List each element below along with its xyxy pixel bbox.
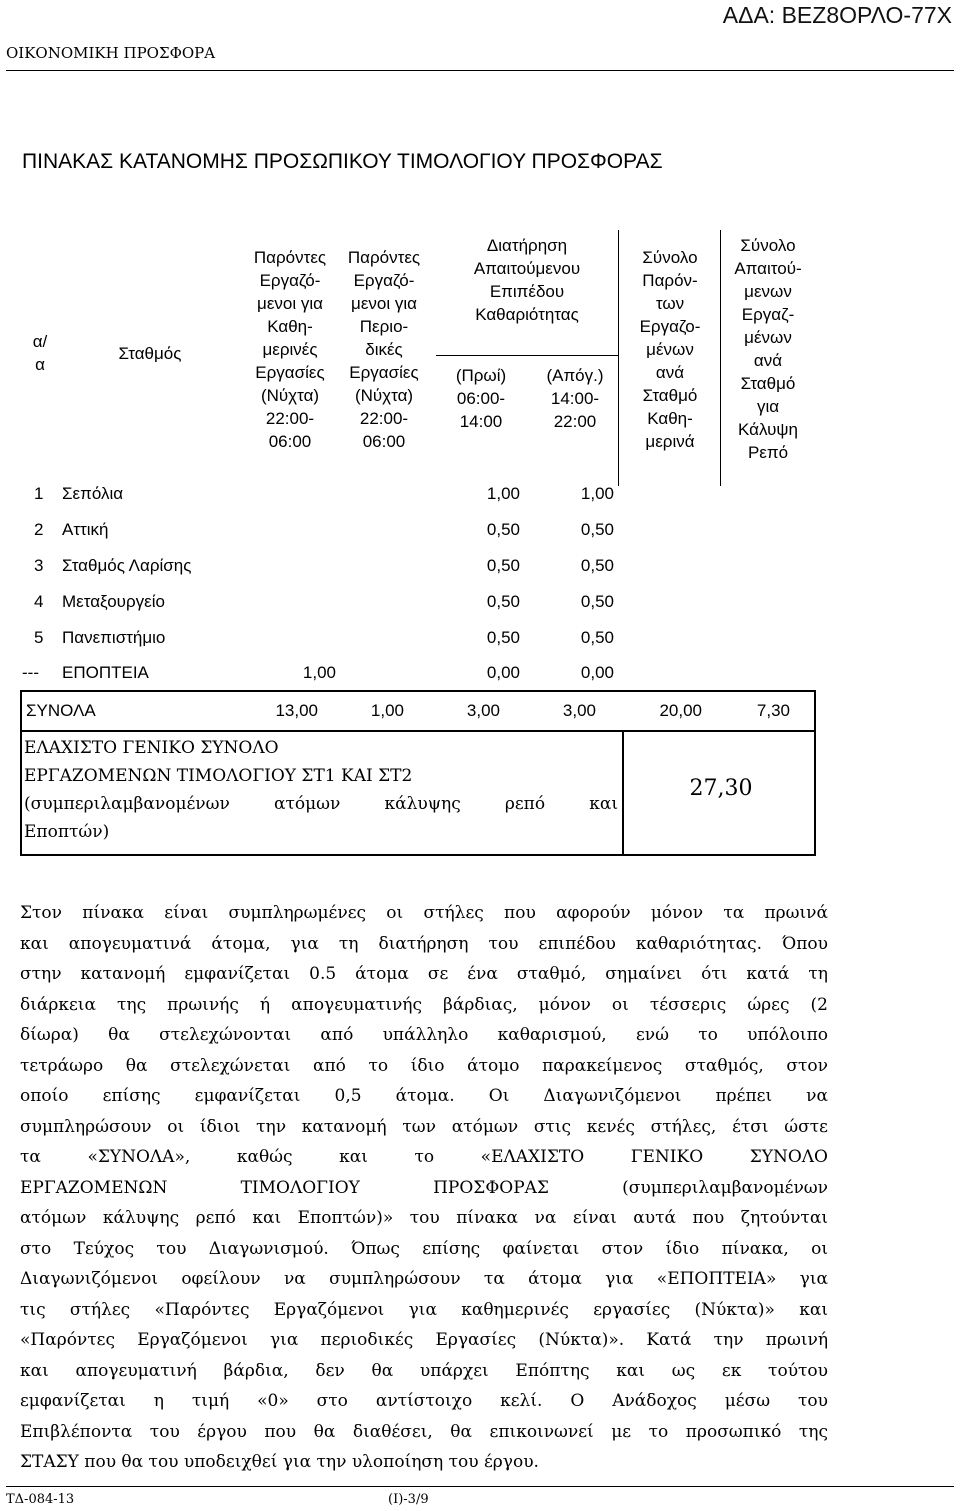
grand-total-label-line: Εποπτών) (24, 822, 110, 842)
paragraph-line: ΣΤΑΣΥ που θα του υποδειχθεί για την υλοποίηση του έργου. (20, 1452, 539, 1472)
explanatory-paragraph (20, 898, 828, 1478)
row-number: 2 (34, 520, 44, 539)
paragraph-line: τα «ΣΥΝΟΛΑ», καθώς και το «ΕΛΑΧΙΣΤΟ ΓΕΝΙΚΟ ΣΥΝΟΛΟ (20, 1147, 828, 1167)
row-morning: 0,50 (486, 592, 520, 611)
row-morning: 1,00 (486, 484, 520, 503)
ada-code: ΑΔΑ: ΒΕΖ8ΟΡΛΟ-77Χ (722, 2, 952, 28)
totals-row (20, 690, 816, 732)
footer-rule (6, 1486, 954, 1487)
table-row (20, 655, 800, 691)
header-station: Σταθμός (118, 344, 182, 363)
row-afternoon: 0,50 (580, 628, 614, 647)
row-afternoon: 0,50 (580, 592, 614, 611)
header-divider (720, 230, 721, 486)
row-number: 3 (34, 556, 44, 575)
totals-afternoon: 3,00 (562, 701, 596, 720)
paragraph-line: τετράωρο θα στελεχώνεται από το ίδιο άτομο παρακείμενος σταθμός, στον (20, 1055, 828, 1076)
header-maintenance: Διατήρηση Απαιτούμενου Επιπέδου Καθαριότητας (473, 236, 581, 324)
footer-page-number: (Ι)-3/9 (388, 1492, 429, 1507)
row-number: 1 (34, 484, 44, 503)
grand-total-label-line: ΕΡΓΑΖΟΜΕΝΩΝ ΤΙΜΟΛΟΓΙΟΥ ΣΤ1 ΚΑΙ ΣΤ2 (24, 766, 413, 786)
grand-total-label-line: ΕΛΑΧΙΣΤΟ ΓΕΝΙΚΟ ΣΥΝΟΛΟ (24, 738, 279, 758)
grand-total-label (24, 734, 618, 846)
row-station: Σεπόλια (62, 484, 124, 503)
paragraph-line: «Παρόντες Εργαζόμενοι για περιοδικές Εργασίες (Νύκτα)». Κατά την πρωινή (20, 1330, 828, 1350)
grand-total-label-line: (συμπεριλαμβανομένων ατόμων κάλυψης ρεπό και (24, 794, 618, 814)
paragraph-line: δίωρα) θα στελεχώνονται από υπάλληλο καθαρισμού, ενώ το υπόλοιπο (20, 1025, 828, 1045)
paragraph-line: εμφανίζεται η τιμή «0» στο αντίστοιχο κελί. Ο Ανάδοχος μέσω του (20, 1391, 828, 1411)
header-morning: (Πρωί) 06:00- 14:00 (455, 366, 507, 431)
header-daily-night: Παρόντες Εργαζό- μενοι για Καθη- μερινές Εργασίες (Νύχτα) 22:00- 06:00 (253, 248, 327, 451)
paragraph-line: και απογευματινά άτομα, για τη διατήρηση του επιπέδου καθαριότητας. Όπου (20, 933, 828, 954)
table-row (20, 584, 800, 620)
totals-periodic: 1,00 (370, 701, 404, 720)
document-header: ΟΙΚΟΝΟΜΙΚΗ ΠΡΟΣΦΟΡΑ (6, 44, 216, 62)
row-station: Αττική (62, 520, 109, 539)
totals-label: ΣΥΝΟΛΑ (26, 701, 96, 720)
row-morning: 0,50 (486, 520, 520, 539)
row-morning: 0,00 (486, 663, 520, 682)
row-daily: 1,00 (302, 663, 336, 682)
header-sub-rule (436, 355, 618, 356)
header-afternoon: (Απόγ.) 14:00- 22:00 (546, 366, 604, 431)
totals-total-daily: 20,00 (659, 701, 702, 720)
paragraph-line: Επιβλέποντα του έργου που θα διαθέσει, θα επικοινωνεί με το προσωπικό της (20, 1421, 828, 1442)
grand-total-box (20, 732, 816, 856)
page-title: ΠΙΝΑΚΑΣ ΚΑΤΑΝΟΜΗΣ ΠΡΟΣΩΠΙΚΟΥ ΤΙΜΟΛΟΓΙΟΥ ΠΡΟΣΦΟΡΑΣ (22, 150, 663, 173)
paragraph-line: Στον πίνακα είναι συμπληρωμένες οι στήλες που αφορούν μόνον τα πρωινά (20, 903, 828, 923)
row-afternoon: 1,00 (580, 484, 614, 503)
header-aa: α/ α (32, 332, 48, 374)
table-row (20, 512, 800, 548)
paragraph-line: Διαγωνιζόμενοι οφείλουν να συμπληρώσουν τα άτομα για «ΕΠΟΠΤΕΙΑ» για (20, 1269, 828, 1289)
header-total-required: Σύνολο Απαιτού- μενων Εργαζ- μένων ανά Σταθμό για Κάλυψη Ρεπό (734, 236, 802, 462)
totals-daily: 13,00 (275, 701, 318, 720)
header-periodic-night: Παρόντες Εργαζό- μενοι για Περιο- δικές Εργασίες (Νύχτα) 22:00- 06:00 (347, 248, 421, 451)
totals-morning: 3,00 (466, 701, 500, 720)
header-total-daily: Σύνολο Παρόν- των Εργαζο- μένων ανά Σταθμό Καθη- μερινά (639, 248, 701, 451)
paragraph-line: διάρκεια της πρωινής ή απογευματινής βάρδιας, μόνον οι τέσσερις ώρες (2 (20, 994, 828, 1015)
paragraph-line: τις στήλες «Παρόντες Εργαζόμενοι για καθημερινές εργασίες (Νύκτα)» και (20, 1299, 828, 1320)
footer-doc-code: ΤΔ-084-13 (6, 1492, 75, 1507)
totals-total-required: 7,30 (756, 701, 790, 720)
row-station: Πανεπιστήμιο (62, 628, 166, 647)
paragraph-line: συμπληρώσουν οι ίδιοι την κατανομή των ατόμων στις κενές στήλες, έτσι ώστε (20, 1116, 828, 1137)
row-station: Σταθμός Λαρίσης (62, 556, 192, 575)
paragraph-line: στο Τεύχος του Διαγωνισμού. Όπως επίσης φαίνεται στον ίδιο πίνακα, οι (20, 1238, 828, 1259)
row-afternoon: 0,50 (580, 556, 614, 575)
paragraph-line: και απογευματινή βάρδια, δεν θα υπάρχει Επόπτης και ως εκ τούτου (20, 1360, 828, 1381)
paragraph-line: ΕΡΓΑΖΟΜΕΝΩΝ ΤΙΜΟΛΟΓΙΟΥ ΠΡΟΣΦΟΡΑΣ (συμπεριλαμβανομένων (20, 1177, 828, 1198)
header-divider (618, 230, 619, 486)
table-row (20, 548, 800, 584)
paragraph-line: στην κατανομή εμφανίζεται 0.5 άτομα σε ένα σταθμό, σημαίνει ότι κατά τη (20, 964, 828, 984)
row-morning: 0,50 (486, 556, 520, 575)
table-row (20, 476, 800, 512)
paragraph-line: οποίο επίσης εμφανίζεται 0,5 άτομα. Οι Διαγωνιζόμενοι πρέπει να (20, 1086, 828, 1106)
row-afternoon: 0,00 (580, 663, 614, 682)
paragraph-line: ατόμων κάλυψης ρεπό και Εποπτών)» του πίνακα να είναι αυτά που ζητούνται (20, 1208, 828, 1228)
row-station: Μεταξουργείο (62, 592, 165, 611)
grand-total-value: 27,30 (689, 776, 753, 801)
row-number: --- (22, 663, 39, 682)
row-number: 4 (34, 592, 44, 611)
row-morning: 0,50 (486, 628, 520, 647)
row-station: ΕΠΟΠΤΕΙΑ (62, 663, 149, 682)
table-row (20, 620, 800, 656)
row-number: 5 (34, 628, 44, 647)
row-afternoon: 0,50 (580, 520, 614, 539)
